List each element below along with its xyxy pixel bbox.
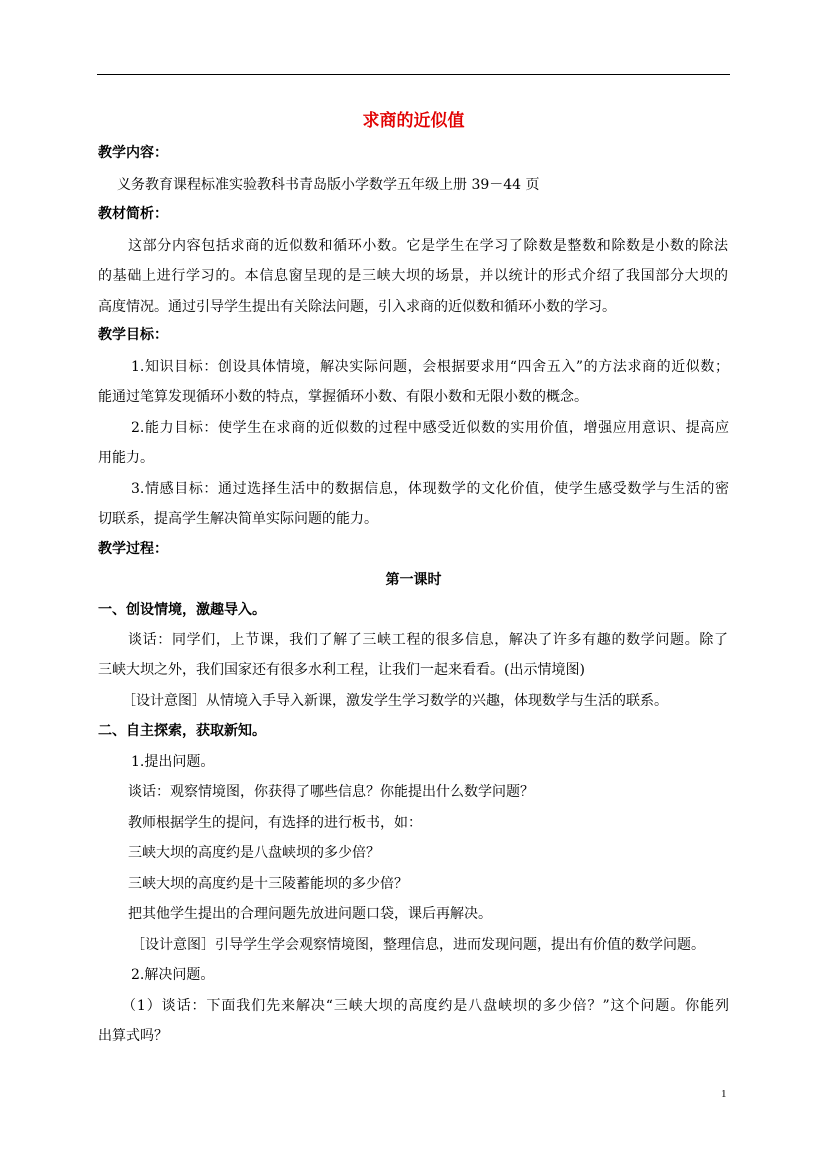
design-intent-2: ［设计意图］引导学生学会观察情境图，整理信息，进而发现问题，提出有价值的数学问题。 [131, 937, 705, 953]
analysis-line-1: 这部分内容包括求商的近似数和循环小数。它是学生在学习了除数是整数和除数是小数的除法 [128, 238, 728, 254]
design-intent-1: ［设计意图］从情境入手导入新课，激发学生学习数学的兴趣，体现数学与生活的联系。 [122, 693, 668, 709]
question-1: 三峡大坝的高度约是八盘峡坝的多少倍？ [128, 845, 380, 861]
goals-heading: 教学目标： [98, 327, 168, 343]
part-1-line-2: 三峡大坝之外，我们国家还有很多水利工程，让我们一起来看看。(出示情境图) [98, 662, 585, 678]
content-heading: 教学内容： [98, 145, 168, 161]
step-1-board: 教师根据学生的提问，有选择的进行板书，如： [128, 815, 422, 831]
goal-1-line-2: 能通过笔算发现循环小数的特点，掌握循环小数、有限小数和无限小数的概念。 [98, 389, 588, 405]
part-2-heading: 二、自主探索，获取新知。 [98, 723, 266, 739]
analysis-line-2: 的基础上进行学习的。本信息窗呈现的是三峡大坝的场景，并以统计的形式介绍了我国部分大坝的 [98, 268, 728, 284]
analysis-line-3: 高度情况。通过引导学生提出有关除法问题，引入求商的近似数和循环小数的学习。 [98, 299, 616, 315]
part-1-heading: 一、创设情境，激趣导入。 [98, 602, 266, 618]
question-2: 三峡大坝的高度约是十三陵蓄能坝的多少倍？ [128, 876, 408, 892]
step-1-title: 1.提出问题。 [131, 754, 215, 770]
goal-2-line-2: 用能力。 [98, 450, 154, 466]
lesson-title: 第一课时 [385, 572, 442, 588]
step-1-talk: 谈话：观察情境图，你获得了哪些信息？你能提出什么数学问题？ [128, 784, 534, 800]
step-2-title: 2.解决问题。 [131, 967, 215, 983]
question-other: 把其他学生提出的合理问题先放进问题口袋，课后再解决。 [128, 906, 492, 922]
goal-2-line-1: 2.能力目标：使学生在求商的近似数的过程中感受近似数的实用价值，增强应用意识、提高应 [131, 420, 729, 436]
step-2-line-2: 出算式吗？ [98, 1028, 168, 1044]
part-1-line-1: 谈话：同学们，上节课，我们了解了三峡工程的很多信息，解决了许多有趣的数学问题。除了 [128, 632, 728, 648]
analysis-heading: 教材简析： [98, 206, 168, 222]
header-rule [97, 74, 730, 75]
goal-1-line-1: 1.知识目标：创设具体情境，解决实际问题，会根据要求用“四舍五入”的方法求商的近似数； [131, 359, 729, 375]
content-text: 义务教育课程标准实验教科书青岛版小学数学五年级上册 39－44 页 [117, 177, 540, 193]
goal-3-line-2: 切联系，提高学生解决简单实际问题的能力。 [98, 511, 378, 527]
page-number: 1 [721, 1088, 727, 1100]
goal-3-line-1: 3.情感目标：通过选择生活中的数据信息，体现数学的文化价值，使学生感受数学与生活的密 [131, 481, 729, 497]
step-2-line-1: （1）谈话：下面我们先来解决“三峡大坝的高度约是八盘峡坝的多少倍？”这个问题。你能列 [122, 998, 729, 1014]
page-title: 求商的近似值 [362, 111, 465, 131]
process-heading: 教学过程： [98, 541, 168, 557]
